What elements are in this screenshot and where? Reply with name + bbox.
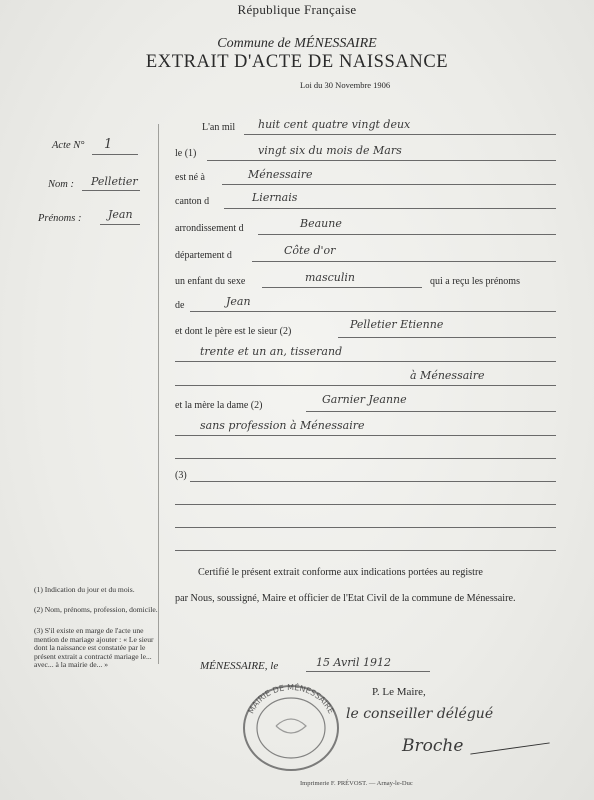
commune-heading: Commune de MÉNESSAIRE — [217, 36, 377, 51]
mother-details: sans profession à Ménessaire — [200, 419, 365, 432]
mother-value: Garnier Jeanne — [322, 393, 407, 406]
given-name-value: Jean — [226, 295, 251, 308]
certification-line1: Certifié le présent extrait conforme aux indications portées au registre — [198, 567, 483, 578]
year-label: L'an mil — [202, 122, 236, 133]
nom-value: Pelletier — [91, 175, 138, 188]
document-title: EXTRAIT D'ACTE DE NAISSANCE — [145, 52, 449, 72]
law-reference: Loi du 30 Novembre 1906 — [300, 80, 391, 90]
year-value: huit cent quatre vingt deux — [258, 118, 411, 131]
footnote-3: (3) S'il existe en marge de l'acte une mention de mariage ajouter : « Le sieur dont la naissance est constatée par le présent extrait a contracté mariage le... avec... à la mairie de... » — [34, 626, 154, 670]
nom-label: Nom : — [48, 179, 74, 190]
prenoms-value: Jean — [108, 208, 133, 221]
certification-line2: par Nous, soussigné, Maire et officier de l'Etat Civil de la commune de Ménessaire. — [175, 593, 516, 604]
day-label: le (1) — [175, 148, 197, 159]
father-residence: à Ménessaire — [410, 369, 485, 382]
marriage-mention-label: (3) — [175, 470, 187, 481]
mayor-signature: Broche — [402, 736, 464, 756]
arrondissement-value: Beaune — [300, 217, 342, 230]
acte-number-label: Acte N° — [52, 140, 85, 151]
footnote-1: (1) Indication du jour et du mois. — [34, 585, 135, 594]
maire-label: P. Le Maire, — [372, 686, 426, 698]
mairie-stamp — [236, 676, 346, 776]
born-at-label: est né à — [175, 172, 205, 183]
departement-value: Côte d'or — [284, 244, 336, 257]
date-value: 15 Avril 1912 — [316, 656, 391, 669]
sex-value: masculin — [305, 271, 355, 284]
footnote-2: (2) Nom, prénoms, profession, domicile. — [34, 605, 158, 614]
father-details: trente et un an, tisserand — [200, 345, 343, 358]
day-value: vingt six du mois de Mars — [258, 144, 402, 157]
acte-number-value: 1 — [104, 137, 113, 152]
born-at-value: Ménessaire — [248, 168, 313, 181]
canton-value: Liernais — [252, 191, 298, 204]
printer-credit: Imprimerie F. PRÉVOST. — Arnay-le-Duc — [300, 780, 413, 787]
republic-heading: République Française — [237, 2, 357, 17]
father-label: et dont le père est le sieur (2) — [175, 326, 292, 337]
place-date-label: MÉNESSAIRE, le — [200, 660, 279, 672]
canton-label: canton d — [175, 196, 210, 207]
mother-label: et la mère la dame (2) — [175, 400, 263, 411]
departement-label: département d — [175, 250, 232, 261]
signature-title: le conseiller délégué — [346, 706, 494, 722]
stamp-text: MAIRIE DE MÉNESSAIRE — [246, 682, 336, 716]
prenoms-received-label: qui a reçu les prénoms — [430, 276, 520, 287]
father-value: Pelletier Etienne — [350, 318, 444, 331]
given-name-label: de — [175, 300, 185, 311]
sex-label: un enfant du sexe — [175, 276, 246, 287]
arrondissement-label: arrondissement d — [175, 223, 244, 234]
prenoms-label: Prénoms : — [38, 213, 82, 224]
